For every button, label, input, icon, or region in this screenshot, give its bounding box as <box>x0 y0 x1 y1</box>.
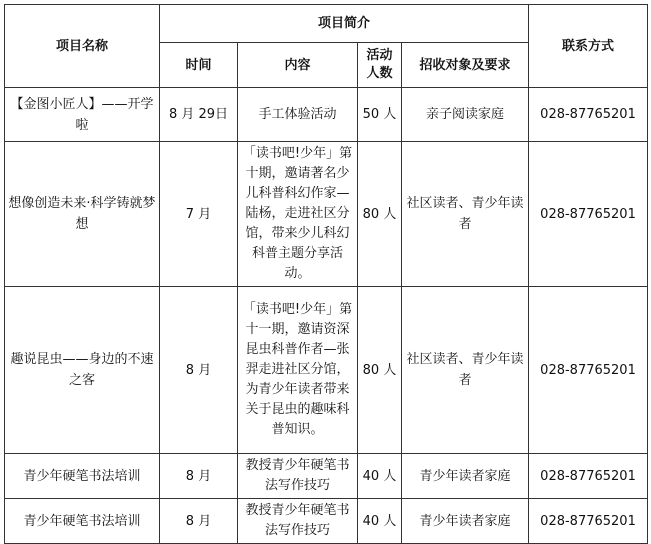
project-name-cell: 【金图小匠人】——开学啦 <box>5 88 160 142</box>
content-cell: 教授青少年硬笔书法写作技巧 <box>238 454 358 499</box>
contact-cell: 028-87765201 <box>529 142 648 287</box>
contact-cell: 028-87765201 <box>529 287 648 454</box>
table-row <box>5 499 648 544</box>
contact-cell: 028-87765201 <box>529 499 648 544</box>
count-cell: 80 人 <box>358 287 402 454</box>
count-cell: 40 人 <box>358 499 402 544</box>
header-count: 活动人数 <box>358 43 402 88</box>
time-cell: 7 月 <box>160 142 238 287</box>
content-cell: 「读书吧!少年」第十一期，邀请资深昆虫科普作者—张羿走进社区分馆，为青少年读者带来关于昆虫的趣味科普知识。 <box>238 287 358 454</box>
header-contact: 联系方式 <box>529 5 648 88</box>
project-name-cell: 想像创造未来·科学铸就梦想 <box>5 142 160 287</box>
time-cell: 8 月 <box>160 454 238 499</box>
header-content: 内容 <box>238 43 358 88</box>
header-audience: 招收对象及要求 <box>402 43 529 88</box>
project-name-cell: 趣说昆虫——身边的不速之客 <box>5 287 160 454</box>
audience-cell: 青少年读者家庭 <box>402 499 529 544</box>
audience-cell: 青少年读者家庭 <box>402 454 529 499</box>
table-row <box>5 287 648 454</box>
table-row <box>5 88 648 142</box>
count-cell: 40 人 <box>358 454 402 499</box>
activity-table <box>4 4 648 544</box>
time-cell: 8 月 <box>160 287 238 454</box>
time-cell: 8 月 <box>160 499 238 544</box>
table-row <box>5 454 648 499</box>
header-intro: 项目简介 <box>160 5 529 43</box>
audience-cell: 社区读者、青少年读者 <box>402 142 529 287</box>
contact-cell: 028-87765201 <box>529 88 648 142</box>
header-project-name: 项目名称 <box>5 5 160 88</box>
project-name-cell: 青少年硬笔书法培训 <box>5 454 160 499</box>
project-name-cell: 青少年硬笔书法培训 <box>5 499 160 544</box>
contact-cell: 028-87765201 <box>529 454 648 499</box>
count-cell: 50 人 <box>358 88 402 142</box>
header-time: 时间 <box>160 43 238 88</box>
content-cell: 手工体验活动 <box>238 88 358 142</box>
content-cell: 教授青少年硬笔书法写作技巧 <box>238 499 358 544</box>
content-cell: 「读书吧!少年」第十期，邀请著名少儿科普科幻作家—陆杨，走进社区分馆，带来少儿科幻科普主题分享活动。 <box>238 142 358 287</box>
audience-cell: 社区读者、青少年读者 <box>402 287 529 454</box>
time-cell: 8 月 29日 <box>160 88 238 142</box>
table-row <box>5 142 648 287</box>
audience-cell: 亲子阅读家庭 <box>402 88 529 142</box>
count-cell: 80 人 <box>358 142 402 287</box>
